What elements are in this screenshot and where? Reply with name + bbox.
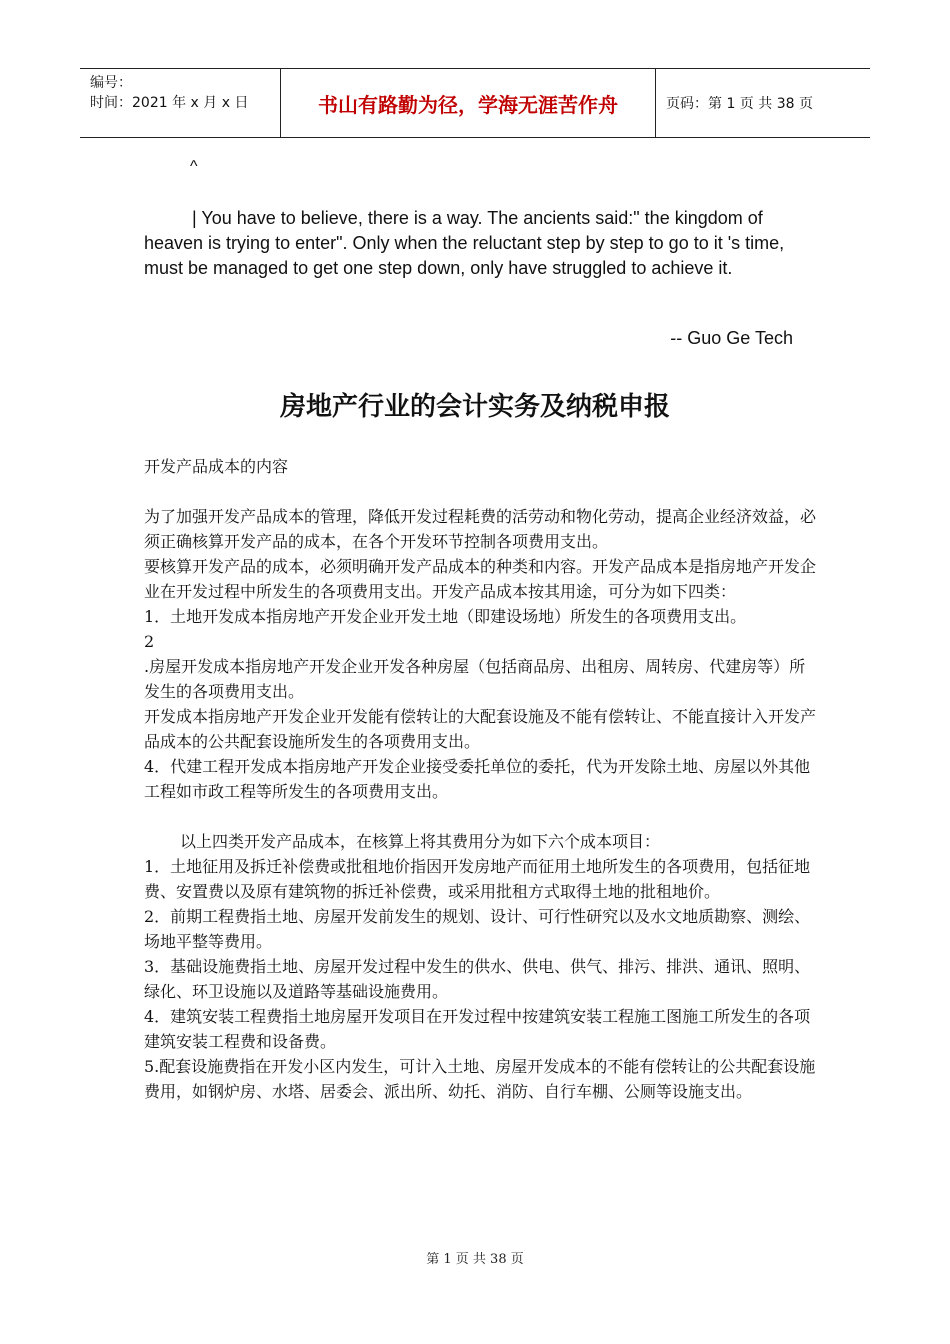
body-paragraph: 要核算开发产品的成本，必须明确开发产品成本的种类和内容。开发产品成本是指房地产开发企业在开发过程中所发生的各项费用支出。开发产品成本按其用途，可分为如下四类： xyxy=(144,557,817,601)
document-title: 房地产行业的会计实务及纳税申报 xyxy=(279,392,670,422)
header-page-info: 页码：第 1 页 共 38 页 xyxy=(666,96,813,112)
list-item-number: 2 xyxy=(144,632,155,651)
page-header xyxy=(80,68,870,138)
list-item: 4．建筑安装工程费指土地房屋开发项目在开发过程中按建筑安装工程施工图施工所发生的各项建筑安装工程费和设备费。 xyxy=(144,1007,811,1051)
body-paragraph: 开发成本指房地产开发企业开发能有偿转让的大配套设施及不能有偿转让、不能直接计入开发产品成本的公共配套设施所发生的各项费用支出。 xyxy=(144,707,817,751)
body-paragraph: 为了加强开发产品成本的管理，降低开发过程耗费的活劳动和物化劳动，提高企业经济效益，必须正确核算开发产品的成本，在各个开发环节控制各项费用支出。 xyxy=(144,507,817,551)
list-item: 1．土地开发成本指房地产开发企业开发土地（即建设场地）所发生的各项费用支出。 xyxy=(144,607,747,626)
header-left-cell xyxy=(90,73,290,113)
list-item: 4．代建工程开发成本指房地产开发企业接受委托单位的委托，代为开发除土地、房屋以外其他工程如市政工程等所发生的各项费用支出。 xyxy=(144,757,811,801)
quote-paragraph: | You have to believe, there is a way. The ancients said:" the kingdom of heaven is trying to enter". Only when the reluctant step by step to go to it 's time, must be managed to get one step down, only have struggled to achieve it. xyxy=(144,208,785,278)
list-item: 2．前期工程费指土地、房屋开发前发生的规划、设计、可行性研究以及水文地质勘察、测绘、场地平整等费用。 xyxy=(144,907,811,951)
date-text: 时间：2021 年 x 月 x 日 xyxy=(90,95,249,111)
list-item: 5.配套设施费指在开发小区内发生，可计入土地、房屋开发成本的不能有偿转让的公共配套设施费用，如钢炉房、水塔、居委会、派出所、幼托、消防、自行车棚、公厕等设施支出。 xyxy=(144,1057,816,1101)
quote-signature: -- Guo Ge Tech xyxy=(670,328,793,348)
serial-label: 编号： xyxy=(90,75,132,91)
caret-mark: ^ xyxy=(190,158,198,175)
section-heading: 开发产品成本的内容 xyxy=(144,457,289,476)
list-item: 3．基础设施费指土地、房屋开发过程中发生的供水、供电、供气、排污、排洪、通讯、照明、绿化、环卫设施以及道路等基础设施费用。 xyxy=(144,957,811,1001)
list-item: .房屋开发成本指房地产开发企业开发各种房屋（包括商品房、出租房、周转房、代建房等）所发生的各项费用支出。 xyxy=(144,657,806,701)
document-body xyxy=(144,454,816,1104)
list-item: 1．土地征用及拆迁补偿费或批租地价指因开发房地产而征用土地所发生的各项费用，包括征地费、安置费以及原有建筑物的拆迁补偿费，或采用批租方式取得土地的批租地价。 xyxy=(144,857,811,901)
header-motto: 书山有路勤为径，学海无涯苦作舟 xyxy=(280,69,656,137)
page-footer: 第 1 页 共 38 页 xyxy=(426,1252,524,1267)
body-paragraph: 以上四类开发产品成本，在核算上将其费用分为如下六个成本项目： xyxy=(180,832,661,851)
